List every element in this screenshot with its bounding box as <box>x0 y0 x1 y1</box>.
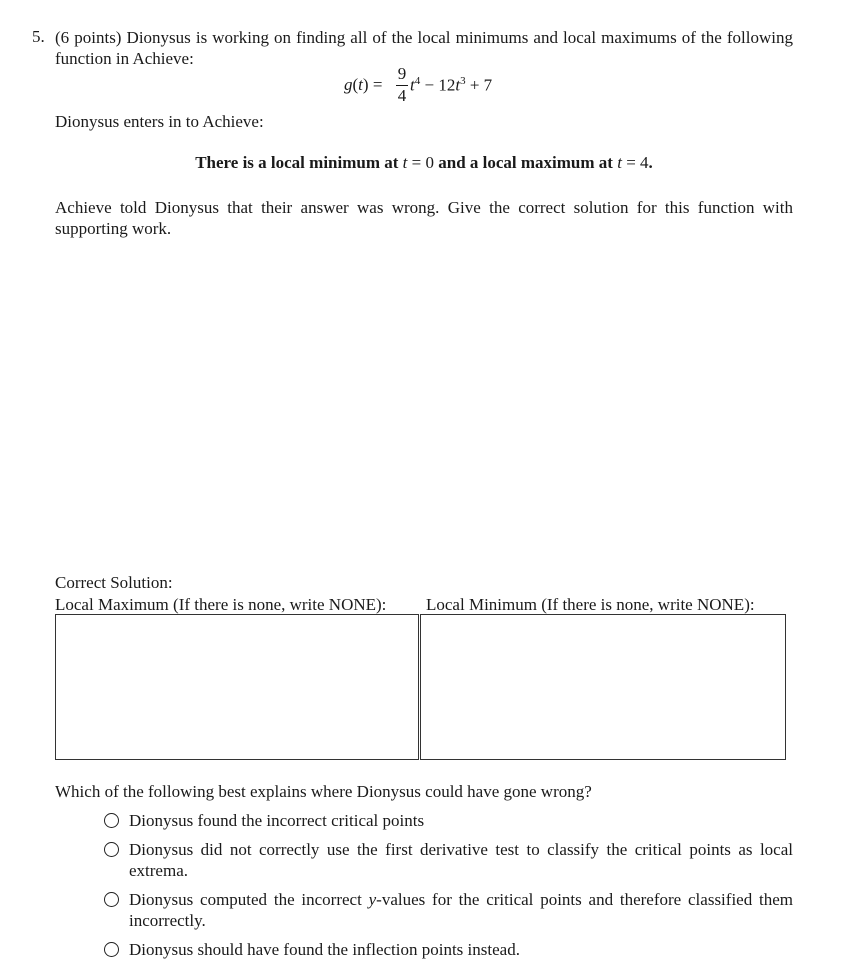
equation-lhs: g(t) = <box>344 75 383 94</box>
radio-button-icon[interactable] <box>104 842 119 857</box>
local-min-label: Local Minimum (If there is none, write NONE): <box>426 595 755 614</box>
fraction-numerator: 9 <box>397 64 407 83</box>
question-number: 5. <box>32 27 45 46</box>
radio-button-icon[interactable] <box>104 892 119 907</box>
enters-text: Dionysus enters in to Achieve: <box>55 112 264 131</box>
local-max-answer-box[interactable] <box>55 614 419 760</box>
option-text: Dionysus should have found the inflection points instead. <box>129 940 520 959</box>
question-prompt: Achieve told Dionysus that their answer was wrong. Give the correct solution for this function with supporting work. <box>55 198 793 238</box>
question-intro: (6 points) Dionysus is working on finding all of the local minimums and local maximums of the following function in Achieve: <box>55 28 793 68</box>
student-answer: There is a local minimum at t = 0 and a local maximum at t = 4. <box>195 153 653 172</box>
equation-rest: $t^4 - 12t^3 + 7$ <box>410 75 493 95</box>
radio-button-icon[interactable] <box>104 813 119 828</box>
radio-button-icon[interactable] <box>104 942 119 957</box>
solution-heading: Correct Solution: <box>55 573 173 592</box>
option-text: Dionysus found the incorrect critical points <box>129 811 425 830</box>
option-text: Dionysus did not correctly use the first derivative test to classify the critical points as local extrema. <box>129 840 793 880</box>
fraction-denominator: 4 <box>397 86 407 105</box>
mcq-prompt: Which of the following best explains where Dionysus could have gone wrong? <box>55 782 592 801</box>
option-text: Dionysus computed the incorrect y-values for the critical points and therefore classified them incorrectly. <box>129 890 793 930</box>
local-min-answer-box[interactable] <box>420 614 786 760</box>
local-max-label: Local Maximum (If there is none, write NONE): <box>55 595 387 614</box>
